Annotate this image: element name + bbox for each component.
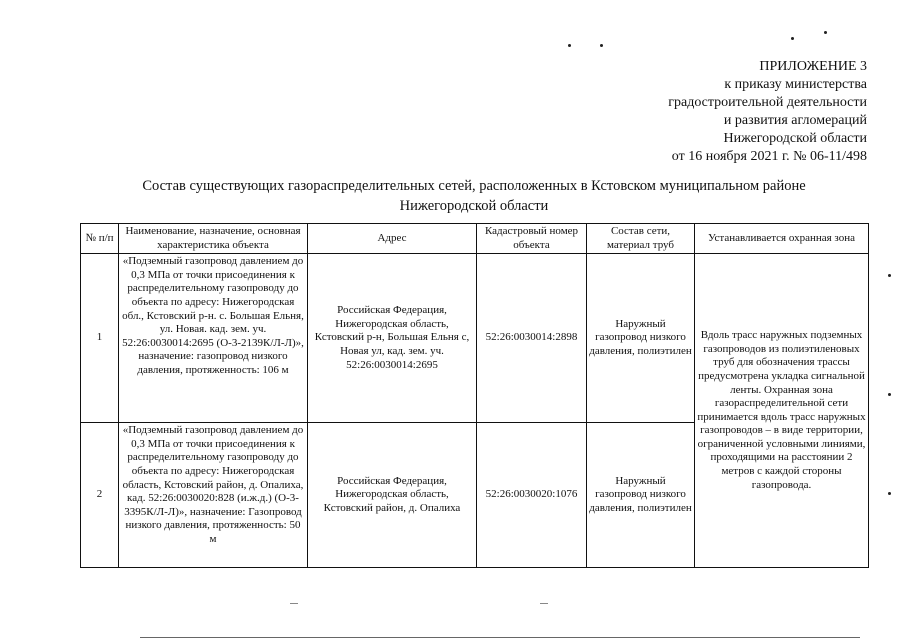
appendix-line: и развития агломераций	[723, 113, 867, 128]
header-network: Состав сети, материал труб	[587, 224, 695, 254]
scan-speck	[888, 492, 891, 495]
document-title	[40, 176, 905, 216]
object-description: «Подземный газопровод давлением до 0,3 МПа от точки присоединения к распределительному газопроводу до объекта по адресу: Нижегородская область, Кстовский район, д. Опалиха, кад. 52:26:0030020:828 (и.ж.д.) (О-3-3395К/Л-Л)», назначение: Газопровод низкого давления, протяженность: 50 м	[119, 423, 308, 568]
scan-speck	[824, 31, 827, 34]
network-material: Наружный газопровод низкого давления, полиэтилен	[587, 254, 695, 423]
header-number: № п/п	[81, 224, 119, 254]
network-material: Наружный газопровод низкого давления, полиэтилен	[587, 423, 695, 568]
row-number: 2	[81, 423, 119, 568]
scan-speck	[600, 44, 603, 47]
cadastral-number: 52:26:0030014:2898	[477, 254, 587, 423]
header-address: Адрес	[308, 224, 477, 254]
scan-edge-line	[290, 603, 298, 604]
appendix-line: Нижегородской области	[723, 131, 867, 146]
title-line-1: Состав существующих газораспределительных сетей, расположенных в Кстовском муниципальном районе	[142, 178, 806, 194]
scan-speck	[568, 44, 571, 47]
scan-edge-line	[140, 637, 860, 638]
header-cadastral: Кадастровый номер объекта	[477, 224, 587, 254]
appendix-line: градостроительной деятельности	[668, 95, 867, 110]
gas-network-table	[80, 223, 869, 568]
scan-speck	[791, 37, 794, 40]
object-address: Российская Федерация, Нижегородская область, Кстовский р-н, Большая Ельня с, Новая ул, кад. зем. уч. 52:26:0030014:2695	[308, 254, 477, 423]
cadastral-number: 52:26:0030020:1076	[477, 423, 587, 568]
appendix-date-number: от 16 ноября 2021 г. № 06-11/498	[671, 149, 867, 164]
object-description: «Подземный газопровод давлением до 0,3 МПа от точки присоединения к распределительному газопроводу до объекта по адресу: Нижегородская обл., Кстовский р-н. с. Большая Ельня, ул. Новая. кад. зем. уч. 52:26:0030014:2695 (О-3-2139К/Л-Л)», назначение: газопровод низкого давления, протяженность: 106 м	[119, 254, 308, 423]
row-number: 1	[81, 254, 119, 423]
protection-zone-text: Вдоль трасс наружных подземных газопроводов из полиэтиленовых труб для обозначения трассы предусмотрена укладка сигнальной ленты. Охранная зона газораспределительной сети принимается вдоль трасс наружных газопроводов – в виде территории, ограниченной условными линиями, проходящими на расстоянии 2 метров с каждой стороны газопровода.	[695, 254, 869, 568]
header-protection-zone: Устанавливается охранная зона	[695, 224, 869, 254]
object-address: Российская Федерация, Нижегородская область, Кстовский район, д. Опалиха	[308, 423, 477, 568]
appendix-header	[567, 58, 867, 166]
scan-speck	[888, 393, 891, 396]
table-header-row	[81, 224, 869, 254]
scan-speck	[888, 274, 891, 277]
appendix-label: ПРИЛОЖЕНИЕ 3	[759, 59, 867, 74]
header-name: Наименование, назначение, основная характеристика объекта	[119, 224, 308, 254]
table-row	[81, 254, 869, 423]
title-line-2: Нижегородской области	[399, 198, 549, 214]
appendix-line: к приказу министерства	[724, 77, 867, 92]
scan-edge-line	[540, 603, 548, 604]
